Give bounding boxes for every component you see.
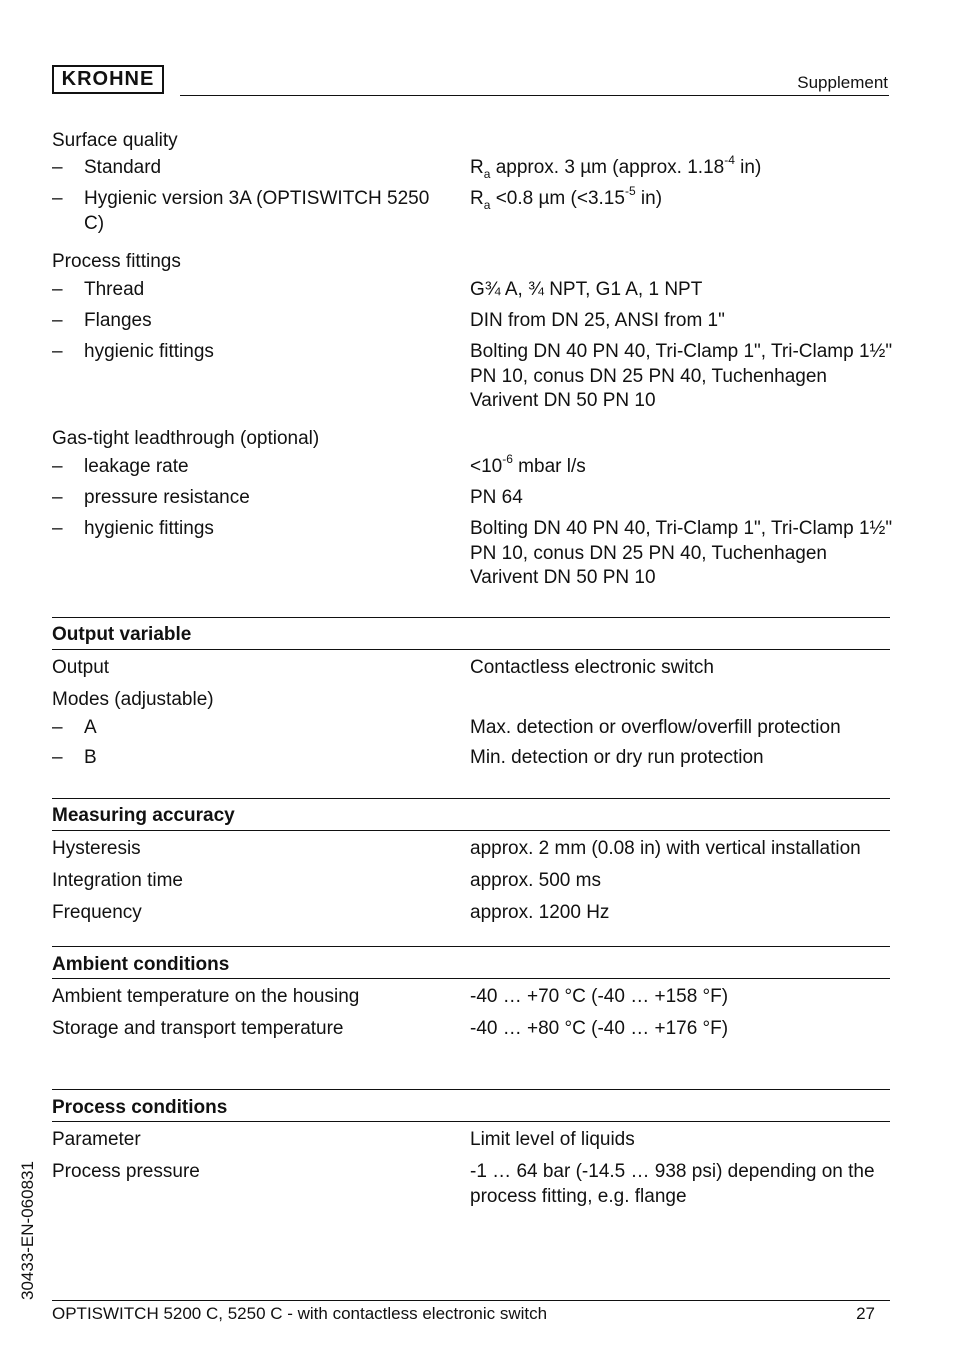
hysteresis-label: Hysteresis xyxy=(52,838,141,859)
frequency-value: approx. 1200 Hz xyxy=(470,902,610,923)
dash: – xyxy=(52,188,63,209)
section-rule xyxy=(52,1089,890,1090)
integration-label: Integration time xyxy=(52,870,183,891)
section-rule xyxy=(52,649,890,650)
surface-standard-label: Standard xyxy=(84,157,162,178)
gas-leakage-label: leakage rate xyxy=(84,456,189,477)
process-section-title: Process conditions xyxy=(52,1097,228,1118)
fittings-hygienic-value: Bolting DN 40 PN 40, Tri-Clamp 1", Tri-Clamp 1½" PN 10, conus DN 25 PN 40, Tuchenhagen Varivent DN 50 PN 10 xyxy=(470,341,893,411)
surface-quality-title: Surface quality xyxy=(52,130,178,151)
gas-leakage-value: $<10^{-6}$ mbar l/s xyxy=(470,451,586,477)
section-rule xyxy=(52,830,890,831)
fittings-thread-value: G¾ A, ¾ NPT, G1 A, 1 NPT xyxy=(470,279,703,300)
section-rule xyxy=(52,798,890,799)
storage-temp-label: Storage and transport temperature xyxy=(52,1018,344,1039)
output-label: Output xyxy=(52,657,110,678)
surface-standard-value: $R_a$ approx. 3 µm (approx. $1.18^{-4}$ in) xyxy=(470,152,762,181)
housing-temp-label: Ambient temperature on the housing xyxy=(52,986,360,1007)
accuracy-section-title: Measuring accuracy xyxy=(52,805,235,826)
fittings-hygienic-label: hygienic fittings xyxy=(84,341,214,362)
gas-hygienic-value: Bolting DN 40 PN 40, Tri-Clamp 1", Tri-Clamp 1½" PN 10, conus DN 25 PN 40, Tuchenhagen Varivent DN 50 PN 10 xyxy=(470,518,893,588)
footer-rule xyxy=(52,1300,890,1301)
mode-a-value: Max. detection or overflow/overfill protection xyxy=(470,717,841,738)
output-value: Contactless electronic switch xyxy=(470,657,714,678)
process-pressure-label: Process pressure xyxy=(52,1161,200,1182)
dash: – xyxy=(52,717,63,738)
gas-hygienic-label: hygienic fittings xyxy=(84,518,214,539)
output-section-title: Output variable xyxy=(52,624,192,645)
dash: – xyxy=(52,456,63,477)
footer-title: OPTISWITCH 5200 C, 5250 C - with contactless electronic switch xyxy=(52,1304,548,1323)
fittings-thread-label: Thread xyxy=(84,279,145,300)
dash: – xyxy=(52,279,63,300)
process-pressure-value: -1 … 64 bar (-14.5 … 938 psi) depending on the process fitting, e.g. flange xyxy=(470,1161,875,1207)
surface-hygienic-value: $R_a <0.8$ µm ($<3.15^{-5}$ in) xyxy=(470,183,663,212)
gas-tight-title: Gas-tight leadthrough (optional) xyxy=(52,428,320,449)
dash: – xyxy=(52,518,63,539)
header-rule xyxy=(180,95,889,96)
surface-hygienic-label: Hygienic version 3A (OPTISWITCH 5250 C) xyxy=(84,188,430,234)
fittings-flanges-label: Flanges xyxy=(84,310,152,331)
housing-temp-value: -40 … +70 °C (-40 … +158 °F) xyxy=(470,986,729,1007)
dash: – xyxy=(52,310,63,331)
storage-temp-value: -40 … +80 °C (-40 … +176 °F) xyxy=(470,1018,729,1039)
fittings-flanges-value: DIN from DN 25, ANSI from 1" xyxy=(470,310,725,331)
mode-b-value: Min. detection or dry run protection xyxy=(470,747,764,768)
dash: – xyxy=(52,157,63,178)
section-rule xyxy=(52,1121,890,1122)
page-number: 27 xyxy=(856,1304,875,1323)
krohne-logo: KROHNE xyxy=(52,65,164,94)
document-code: 30433-EN-060831 xyxy=(18,1161,37,1300)
dash: – xyxy=(52,747,63,768)
parameter-label: Parameter xyxy=(52,1129,141,1150)
dash: – xyxy=(52,341,63,362)
process-fittings-title: Process fittings xyxy=(52,251,181,272)
dash: – xyxy=(52,487,63,508)
mode-a-label: A xyxy=(84,717,97,738)
modes-label: Modes (adjustable) xyxy=(52,689,214,710)
integration-value: approx. 500 ms xyxy=(470,870,601,891)
frequency-label: Frequency xyxy=(52,902,142,923)
gas-pressure-value: PN 64 xyxy=(470,487,523,508)
section-rule xyxy=(52,978,890,979)
gas-pressure-label: pressure resistance xyxy=(84,487,250,508)
ambient-section-title: Ambient conditions xyxy=(52,954,230,975)
header-section-label: Supplement xyxy=(797,73,888,92)
hysteresis-value: approx. 2 mm (0.08 in) with vertical installation xyxy=(470,838,861,859)
section-rule xyxy=(52,946,890,947)
section-rule xyxy=(52,617,890,618)
parameter-value: Limit level of liquids xyxy=(470,1129,635,1150)
mode-b-label: B xyxy=(84,747,97,768)
